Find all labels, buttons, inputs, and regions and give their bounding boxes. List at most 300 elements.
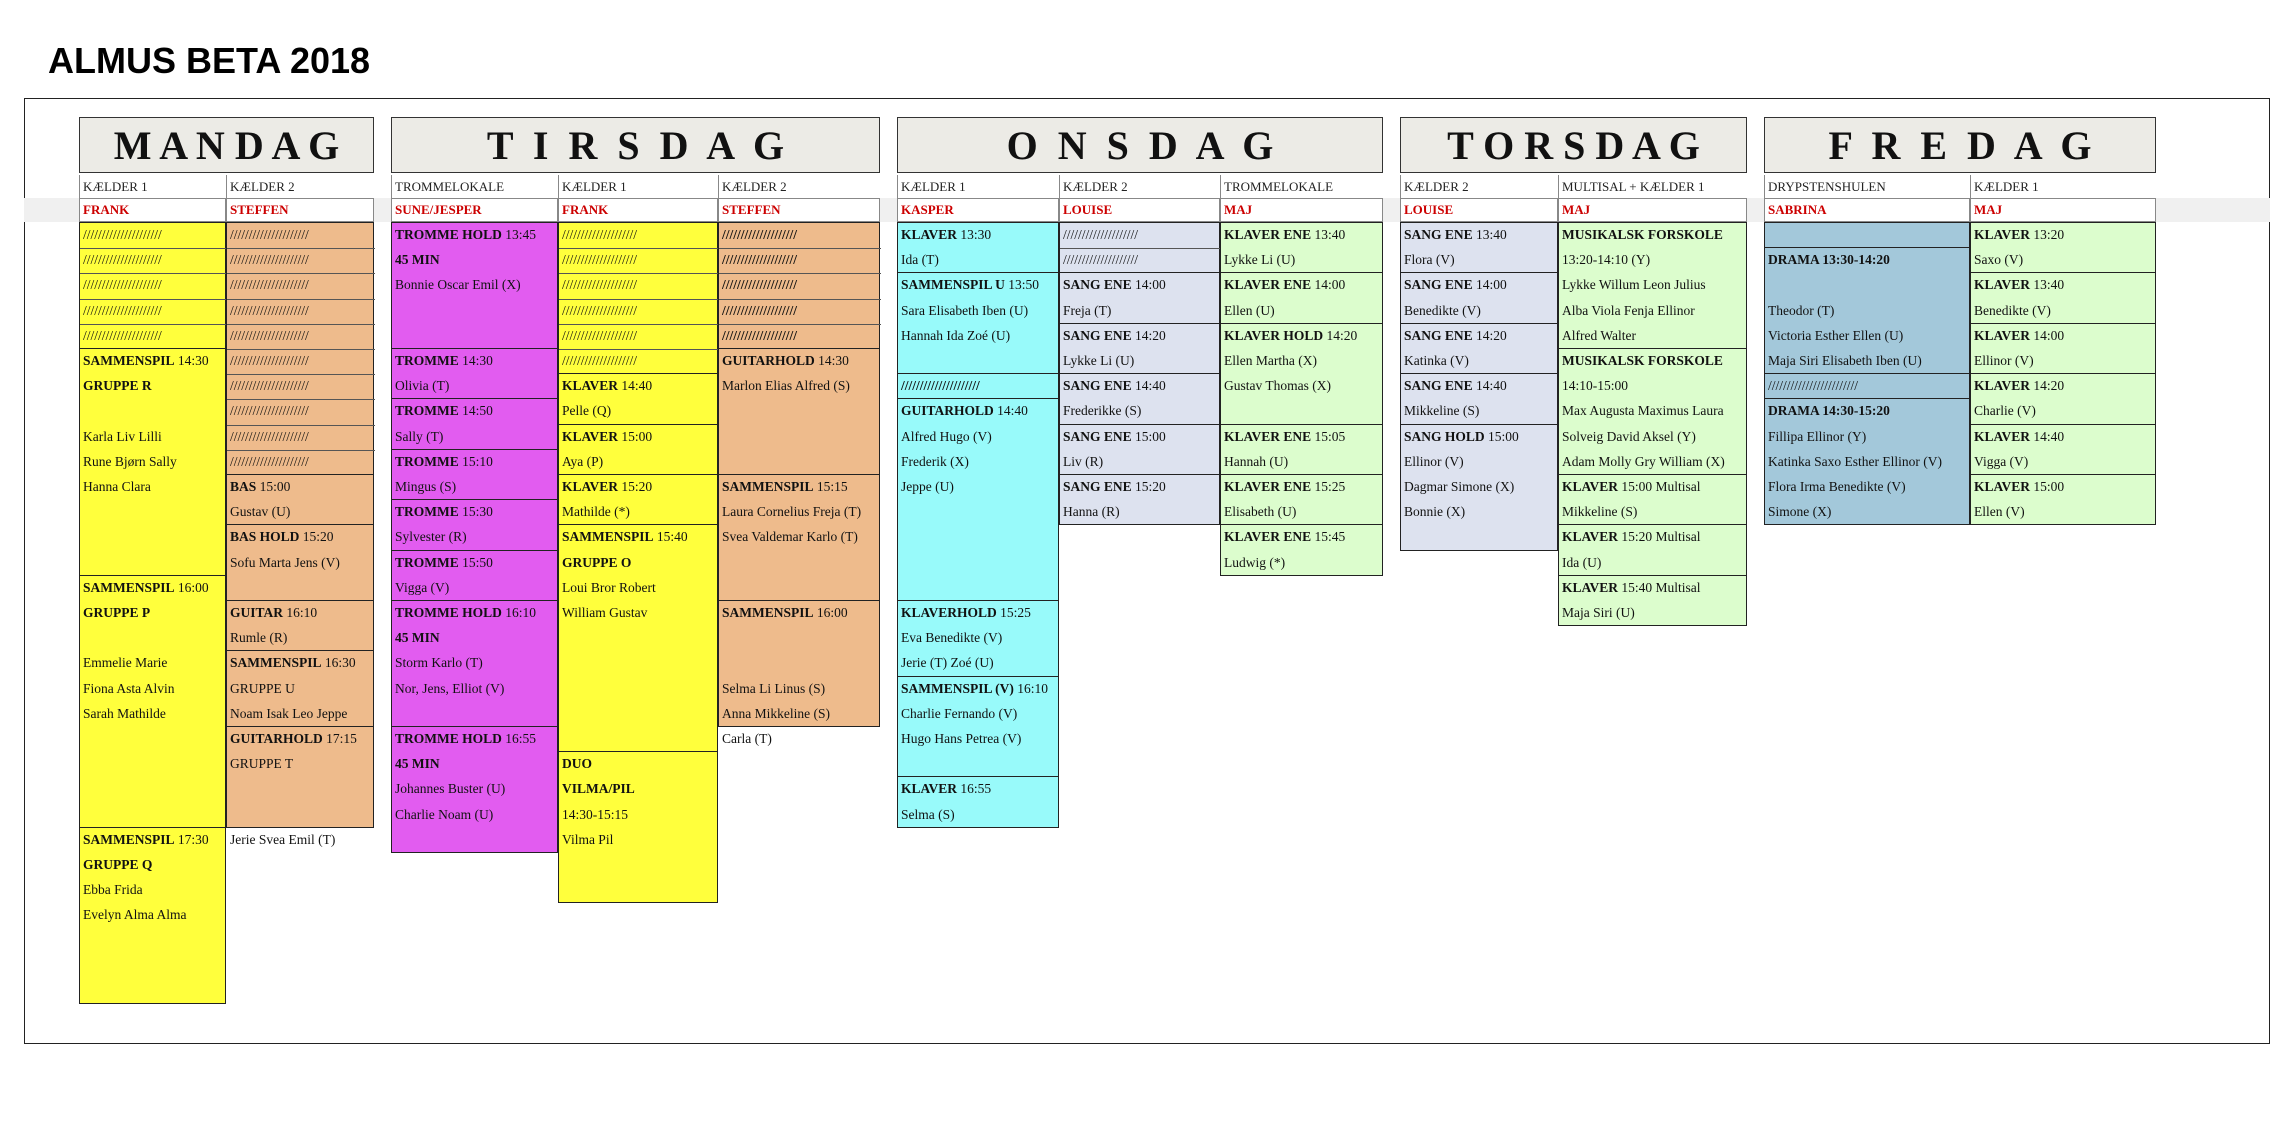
room-label: MULTISAL + KÆLDER 1: [1558, 175, 1747, 198]
lesson-block[interactable]: [1970, 272, 2156, 323]
lesson-detail: 13:40: [1472, 227, 1507, 242]
lesson-detail: 15:45: [1311, 529, 1346, 545]
lesson-line: [83, 277, 162, 293]
lesson-title: KLAVER: [1562, 579, 1619, 595]
lesson-block[interactable]: [1400, 424, 1558, 551]
teacher-label: FRANK: [79, 198, 226, 222]
lesson-line: [230, 403, 309, 419]
lesson-line: [562, 781, 635, 797]
lesson-detail: GRUPPE T: [230, 756, 294, 772]
lesson-line: [395, 681, 504, 697]
lesson-line: [1404, 303, 1481, 319]
lesson-detail: ////////////////////: [562, 252, 638, 268]
lesson-title: /////////////////////: [901, 378, 980, 394]
lesson-detail: /////////////////////: [230, 252, 309, 268]
lesson-detail: Mathilde (*): [562, 504, 630, 520]
lesson-title: DRAMA 14:30-15:20: [1768, 403, 1890, 419]
lesson-block[interactable]: [391, 398, 558, 449]
lesson-title: BAS HOLD: [230, 529, 300, 545]
lesson-detail: ////////////////////: [562, 227, 638, 242]
lesson-title: DUO: [562, 756, 592, 772]
lesson-block[interactable]: [79, 348, 226, 576]
lesson-block[interactable]: [1764, 373, 1970, 399]
lesson-line: [230, 504, 290, 520]
lesson-block[interactable]: [391, 726, 558, 853]
room-label: KÆLDER 2: [1400, 175, 1558, 198]
lesson-block[interactable]: [1220, 272, 1383, 323]
lesson-title: KLAVER HOLD: [1224, 327, 1324, 343]
lesson-line: [230, 303, 309, 319]
row-divider: [227, 248, 375, 249]
lesson-line: [901, 731, 1021, 747]
lesson-block[interactable]: [1059, 373, 1220, 424]
lesson-line: [562, 353, 637, 369]
lesson-line: [83, 252, 162, 268]
row-divider: [80, 324, 227, 325]
lesson-line: [395, 227, 536, 243]
lesson-detail: Hannah (U): [1224, 453, 1289, 469]
page-title: ALMUS BETA 2018: [48, 40, 371, 81]
lesson-block[interactable]: [718, 474, 880, 601]
lesson-block[interactable]: [897, 776, 1059, 827]
lesson-block[interactable]: [391, 222, 558, 349]
lesson-block[interactable]: [558, 751, 718, 903]
lesson-detail: 15:00: [2030, 479, 2065, 494]
lesson-block[interactable]: [79, 827, 226, 1004]
lesson-line: [395, 403, 493, 419]
lesson-line: [395, 429, 443, 445]
lesson-detail: Hugo Hans Petrea (V): [901, 730, 1022, 746]
lesson-detail: 14:40: [618, 378, 653, 394]
lesson-line: [83, 681, 175, 697]
lesson-block[interactable]: [1220, 323, 1383, 425]
room-label: KÆLDER 1: [897, 175, 1059, 198]
lesson-detail: 17:30: [174, 831, 209, 847]
lesson-detail: Pelle (Q): [562, 403, 612, 419]
lesson-detail: Theodor (T): [1768, 302, 1835, 318]
lesson-title: GRUPPE R: [83, 378, 152, 394]
lesson-title: KLAVER: [562, 378, 619, 394]
lesson-line: [1562, 403, 1724, 419]
lesson-detail: 15:50: [458, 554, 493, 570]
lesson-detail: ////////////////////: [1063, 252, 1139, 268]
lesson-line: [1224, 378, 1331, 394]
lesson-title: KLAVER: [1974, 378, 2031, 394]
lesson-line: [1768, 454, 1942, 470]
lesson-block[interactable]: [1400, 323, 1558, 374]
lesson-line: [901, 429, 992, 445]
lesson-block[interactable]: [1558, 575, 1747, 626]
lesson-line: [1063, 277, 1166, 293]
row-divider: [80, 299, 227, 300]
lesson-detail: Maja Siri (U): [1562, 604, 1635, 620]
teacher-label: SABRINA: [1764, 198, 1970, 222]
lesson-line: [722, 681, 825, 697]
lesson-line: [1224, 227, 1345, 243]
teacher-label: KASPER: [897, 198, 1059, 222]
lesson-title: TROMME HOLD: [395, 731, 502, 746]
lesson-detail: ////////////////////: [1063, 227, 1139, 242]
lesson-block[interactable]: [391, 499, 558, 550]
lesson-line: [83, 479, 151, 495]
lesson-block[interactable]: [226, 524, 374, 601]
lesson-detail: Ellinor (V): [1404, 453, 1464, 469]
lesson-detail: Solveig David Aksel (Y): [1562, 428, 1696, 444]
lesson-block[interactable]: [897, 398, 1059, 601]
lesson-detail: 14:30-15:15: [562, 806, 628, 822]
lesson-title: GUITARHOLD: [901, 403, 994, 419]
lesson-block[interactable]: [1220, 524, 1383, 575]
lesson-line: [722, 353, 849, 369]
lesson-line: [83, 706, 166, 722]
lesson-block[interactable]: [226, 222, 374, 475]
day-header: M A N D A G: [79, 117, 374, 173]
lesson-block[interactable]: [391, 550, 558, 601]
lesson-title: KLAVER: [1974, 227, 2031, 242]
lesson-line: [1562, 454, 1725, 470]
room-label: TROMMELOKALE: [1220, 175, 1383, 198]
lesson-block[interactable]: [226, 650, 374, 727]
teacher-label: MAJ: [1558, 198, 1747, 222]
lesson-title: SANG ENE: [1404, 227, 1473, 242]
lesson-line: [83, 580, 209, 596]
lesson-line: [83, 227, 162, 243]
lesson-title: MUSIKALSK FORSKOLE: [1562, 353, 1723, 368]
lesson-detail: Sally (T): [395, 428, 444, 444]
lesson-title: 45 MIN: [395, 630, 440, 646]
lesson-block[interactable]: [1764, 222, 1970, 248]
lesson-line: [1404, 227, 1507, 243]
lesson-detail: ////////////////////////: [1768, 378, 1859, 394]
lesson-block[interactable]: [1970, 373, 2156, 424]
lesson-title: SANG HOLD: [1404, 428, 1485, 444]
lesson-line: [1562, 252, 1650, 268]
lesson-detail: 14:50: [458, 403, 493, 419]
lesson-block[interactable]: [1220, 424, 1383, 475]
lesson-line: [562, 529, 688, 545]
lesson-line: [1974, 252, 2023, 268]
lesson-line: [1404, 504, 1465, 520]
lesson-detail: Bonnie Oscar Emil (X): [395, 277, 521, 293]
lesson-title: SAMMENSPIL U: [901, 277, 1005, 293]
lesson-line: [562, 303, 637, 319]
lesson-line: [1974, 454, 2028, 470]
lesson-title: KLAVER: [1974, 479, 2031, 494]
day-header: O N S D A G: [897, 117, 1383, 173]
lesson-line: [901, 227, 991, 243]
lesson-detail: /////////////////////: [230, 277, 309, 293]
lesson-block[interactable]: [718, 348, 880, 475]
lesson-detail: Elisabeth (U): [1224, 504, 1297, 520]
lesson-detail: 16:10: [1013, 680, 1049, 696]
lesson-detail: Eva Benedikte (V): [901, 630, 1003, 646]
lesson-detail: Loui Bror Robert: [562, 579, 656, 595]
lesson-block[interactable]: [718, 222, 880, 349]
lesson-detail: Vilma Pil: [562, 831, 614, 847]
lesson-detail: Mikkeline (S): [1404, 403, 1480, 419]
lesson-block[interactable]: [391, 449, 558, 500]
lesson-block[interactable]: [1059, 474, 1220, 525]
lesson-block[interactable]: [1059, 272, 1220, 323]
row-divider: [80, 273, 227, 274]
lesson-detail: 16:00: [174, 579, 209, 595]
lesson-line: [1562, 277, 1706, 293]
lesson-line: [395, 277, 521, 293]
lesson-detail: /////////////////////: [83, 327, 162, 343]
lesson-block[interactable]: [1059, 323, 1220, 374]
lesson-detail: 16:10: [501, 605, 537, 620]
lesson-detail: Ellinor (V): [1974, 352, 2034, 368]
lesson-detail: 15:00: [1131, 428, 1166, 444]
lesson-title: ////////////////////: [722, 302, 798, 318]
row-divider: [227, 273, 375, 274]
lesson-detail: Hanna Clara: [83, 479, 151, 494]
lesson-block[interactable]: [558, 222, 718, 374]
lesson-title: SAMMENSPIL: [83, 353, 175, 368]
lesson-block[interactable]: [226, 474, 374, 525]
lesson-block[interactable]: [1558, 348, 1747, 475]
lesson-title: TROMME: [395, 554, 459, 570]
lesson-line: [1974, 504, 2025, 520]
lesson-title: TROMME: [395, 504, 459, 520]
lesson-block[interactable]: [1220, 474, 1383, 525]
lesson-detail: Hannah Ida Zoé (U): [901, 327, 1011, 343]
lesson-block[interactable]: [79, 575, 226, 828]
lesson-line: [395, 454, 493, 470]
lesson-detail: Benedikte (V): [1404, 302, 1481, 318]
lesson-line: [1768, 429, 1866, 445]
lesson-detail: Emmelie Marie: [83, 655, 168, 671]
lesson-line: [1562, 479, 1701, 495]
lesson-line: [395, 555, 493, 571]
lesson-detail: 13:40: [2030, 277, 2065, 293]
lesson-line: [722, 277, 797, 293]
lesson-detail: Hanna (R): [1063, 504, 1120, 520]
lesson-detail: Victoria Esther Ellen (U): [1768, 327, 1904, 343]
lesson-detail: Gustav (U): [230, 504, 291, 520]
lesson-detail: Dagmar Simone (X): [1404, 478, 1515, 494]
lesson-line: [901, 403, 1028, 419]
lesson-block[interactable]: [226, 726, 374, 847]
lesson-line: [562, 328, 637, 344]
lesson-block[interactable]: [1400, 373, 1558, 424]
lesson-detail: Ida (T): [901, 252, 939, 268]
lesson-detail: 15:30: [458, 504, 493, 520]
lesson-detail: 14:40: [993, 403, 1028, 419]
lesson-block[interactable]: [391, 600, 558, 727]
lesson-detail: Lykke Li (U): [1063, 352, 1135, 368]
lesson-detail: 14:20: [1323, 327, 1358, 343]
lesson-detail: Simone (X): [1768, 504, 1832, 520]
lesson-detail: 14:00: [2030, 327, 2065, 343]
lesson-line: [1224, 479, 1345, 495]
lesson-block[interactable]: [897, 373, 1059, 399]
lesson-line: [562, 555, 631, 571]
lesson-line: [722, 227, 797, 243]
lesson-detail: /////////////////////: [83, 252, 162, 268]
lesson-detail: Noam Isak Leo Jeppe: [230, 705, 348, 721]
lesson-line: [83, 907, 187, 923]
lesson-block[interactable]: [897, 600, 1059, 677]
lesson-line: [901, 378, 980, 394]
lesson-detail: Max Augusta Maximus Laura: [1562, 403, 1724, 419]
lesson-title: ////////////////////: [722, 277, 798, 293]
lesson-block[interactable]: [1970, 474, 2156, 525]
lesson-line: [562, 756, 592, 772]
lesson-line: [83, 655, 167, 671]
lesson-line: [230, 756, 293, 772]
lesson-title: ////////////////////: [722, 252, 798, 268]
day-header: F R E D A G: [1764, 117, 2156, 173]
lesson-block[interactable]: [897, 222, 1059, 273]
lesson-line: [901, 655, 994, 671]
lesson-block[interactable]: [558, 373, 718, 424]
lesson-detail: /////////////////////: [230, 428, 309, 444]
lesson-title: TROMME HOLD: [395, 605, 502, 620]
lesson-block[interactable]: [1059, 222, 1220, 273]
lesson-line: [1224, 529, 1345, 545]
teacher-label: LOUISE: [1400, 198, 1558, 222]
lesson-line: [1562, 529, 1701, 545]
lesson-detail: 15:25: [996, 605, 1031, 620]
lesson-block[interactable]: [1970, 323, 2156, 374]
lesson-line: [395, 731, 536, 747]
lesson-block[interactable]: [897, 676, 1059, 778]
lesson-line: [1562, 227, 1723, 243]
lesson-detail: Mingus (S): [395, 478, 457, 494]
lesson-title: KLAVER ENE: [1224, 529, 1312, 545]
lesson-block[interactable]: [1400, 272, 1558, 323]
lesson-detail: Katinka Saxo Esther Ellinor (V): [1768, 453, 1942, 469]
lesson-detail: Evelyn Alma Alma: [83, 907, 187, 923]
lesson-block[interactable]: [1970, 424, 2156, 475]
lesson-title: KLAVER: [901, 781, 958, 797]
lesson-title: SAMMENSPIL: [562, 529, 654, 545]
lesson-block[interactable]: [226, 600, 374, 651]
lesson-detail: Jerie Svea Emil (T): [230, 831, 336, 847]
lesson-line: [901, 807, 955, 823]
day-header: T I R S D A G: [391, 117, 880, 173]
lesson-line: [1974, 277, 2064, 293]
lesson-detail: Selma (S): [901, 806, 955, 822]
lesson-line: [83, 378, 152, 394]
teacher-label: LOUISE: [1059, 198, 1220, 222]
lesson-block[interactable]: [1558, 222, 1747, 349]
lesson-line: [230, 277, 309, 293]
lesson-line: [1404, 454, 1464, 470]
lesson-block[interactable]: [79, 222, 226, 349]
lesson-line: [1063, 504, 1120, 520]
lesson-line: [1768, 378, 1858, 394]
lesson-line: [562, 429, 652, 445]
lesson-title: 45 MIN: [395, 252, 440, 268]
lesson-title: BAS: [230, 479, 257, 494]
lesson-detail: 16:55: [957, 781, 992, 797]
lesson-block[interactable]: [558, 474, 718, 525]
lesson-detail: Lykke Li (U): [1224, 252, 1296, 268]
lesson-block[interactable]: [558, 424, 718, 475]
lesson-detail: 14:20: [2030, 378, 2065, 394]
lesson-block[interactable]: [1558, 524, 1747, 575]
lesson-line: [230, 681, 295, 697]
lesson-detail: Selma Li Linus (S): [722, 680, 826, 696]
lesson-line: [1562, 504, 1637, 520]
row-divider: [719, 273, 881, 274]
lesson-block[interactable]: [1558, 474, 1747, 525]
lesson-detail: Bonnie (X): [1404, 504, 1466, 520]
lesson-detail: 15:00: [1484, 428, 1519, 444]
row-divider: [559, 299, 719, 300]
lesson-detail: 13:20: [2030, 227, 2065, 242]
lesson-line: [722, 706, 830, 722]
lesson-title: SAMMENSPIL (V): [901, 680, 1014, 696]
lesson-line: [1404, 378, 1507, 394]
lesson-line: [230, 832, 335, 848]
lesson-line: [395, 756, 440, 772]
teacher-label: MAJ: [1970, 198, 2156, 222]
row-divider: [227, 399, 375, 400]
lesson-line: [562, 378, 652, 394]
lesson-line: [83, 429, 162, 445]
lesson-detail: Adam Molly Gry William (X): [1562, 453, 1725, 469]
lesson-line: [230, 429, 309, 445]
lesson-block[interactable]: [1220, 222, 1383, 273]
lesson-line: [901, 479, 954, 495]
lesson-line: [395, 781, 505, 797]
lesson-block[interactable]: [897, 272, 1059, 374]
lesson-line: [722, 529, 858, 545]
lesson-line: [562, 832, 613, 848]
lesson-detail: Charlie Fernando (V): [901, 705, 1018, 721]
lesson-line: [1224, 303, 1275, 319]
lesson-line: [1768, 353, 1922, 369]
lesson-detail: 14:30: [174, 353, 209, 368]
lesson-line: [230, 328, 309, 344]
lesson-block[interactable]: [1764, 398, 1970, 525]
lesson-block[interactable]: [718, 600, 880, 746]
lesson-line: [1224, 504, 1296, 520]
lesson-detail: Gustav Thomas (X): [1224, 378, 1331, 394]
lesson-detail: 14:10-15:00: [1562, 378, 1628, 394]
lesson-detail: 15:20: [299, 529, 334, 545]
lesson-line: [1063, 353, 1134, 369]
room-label: KÆLDER 2: [1059, 175, 1220, 198]
lesson-block[interactable]: [391, 348, 558, 399]
lesson-line: [562, 454, 603, 470]
lesson-line: [1974, 328, 2064, 344]
lesson-line: [1562, 555, 1601, 571]
lesson-line: [1562, 580, 1701, 596]
lesson-line: [901, 328, 1010, 344]
lesson-block[interactable]: [558, 524, 718, 752]
lesson-title: KLAVER: [901, 227, 958, 242]
lesson-detail: Alfred Walter: [1562, 327, 1637, 343]
lesson-block[interactable]: [1764, 247, 1970, 374]
lesson-block[interactable]: [1970, 222, 2156, 273]
lesson-title: GRUPPE O: [562, 554, 632, 570]
lesson-line: [1404, 353, 1469, 369]
lesson-detail: Svea Valdemar Karlo (T): [722, 529, 858, 545]
lesson-title: SANG ENE: [1404, 327, 1473, 343]
lesson-line: [1224, 555, 1285, 571]
lesson-block[interactable]: [1059, 424, 1220, 475]
lesson-detail: ////////////////////: [562, 302, 638, 318]
lesson-line: [562, 403, 611, 419]
lesson-block[interactable]: [1400, 222, 1558, 273]
lesson-title: GRUPPE P: [83, 604, 151, 620]
lesson-line: [230, 227, 309, 243]
lesson-line: [83, 328, 162, 344]
